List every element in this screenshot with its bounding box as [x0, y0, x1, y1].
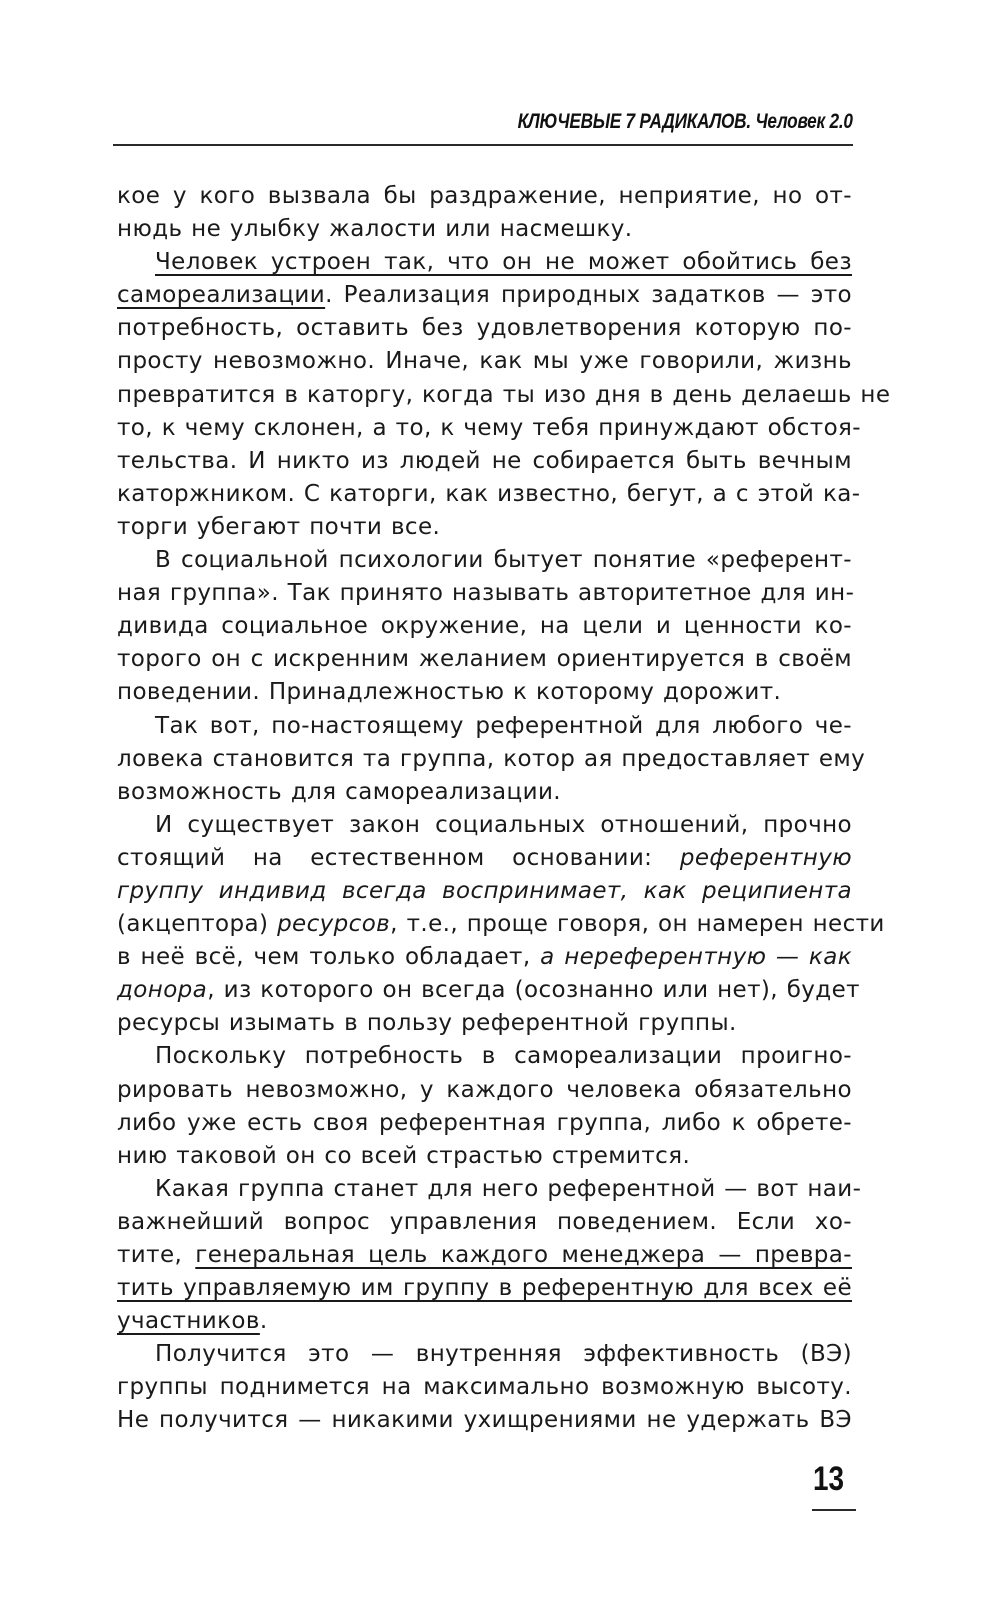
page-number-rule — [812, 1509, 856, 1511]
body-text — [117, 180, 891, 1438]
text-segment: то, к чему склонен, а то, к чему тебя принуждают обстоя- — [117, 414, 861, 441]
text-line — [117, 445, 852, 478]
text-line — [117, 676, 852, 709]
text-line — [117, 279, 852, 312]
text-segment: кое у кого вызвала бы раздражение, неприятие, но от- — [117, 183, 852, 209]
text-line — [117, 1007, 852, 1040]
text-line — [117, 1140, 852, 1173]
page-number: 13 — [813, 1460, 845, 1498]
running-header — [113, 104, 853, 146]
text-segment: нию таковой он со всей страстью стремится. — [117, 1142, 691, 1169]
text-segment: . Реализация природных задатков — это — [325, 282, 852, 309]
text-line — [117, 776, 852, 809]
text-line — [117, 710, 852, 743]
text-segment: поведении. Принадлежностью к которому дорожит. — [117, 679, 782, 706]
text-segment: торги убегают почти все. — [117, 513, 441, 540]
text-line — [117, 412, 861, 445]
text-segment: , из которого он всегда (осознанно или нет), будет — [207, 977, 860, 1004]
text-segment: (акцептора) — [117, 911, 278, 938]
text-line — [117, 478, 861, 511]
text-segment: стоящий на естественном основании: — [117, 844, 680, 871]
text-line — [117, 875, 852, 908]
text-line — [117, 941, 852, 974]
text-line — [117, 809, 852, 842]
text-line — [117, 1040, 852, 1073]
text-line — [117, 1272, 852, 1305]
text-line — [117, 511, 852, 544]
text-segment: просту невозможно. Иначе, как мы уже говорили, жизнь — [117, 348, 852, 375]
italic-text: ресурсов — [277, 911, 391, 938]
text-line — [117, 1404, 852, 1437]
text-segment: рировать невозможно, у каждого человека обязательно — [117, 1076, 852, 1103]
text-segment: группы поднимется на максимально возможную высоту. — [117, 1374, 852, 1401]
text-line — [117, 379, 891, 412]
text-segment: либо уже есть своя референтная группа, либо к обрете- — [117, 1109, 852, 1136]
text-line — [117, 1074, 852, 1107]
text-segment: , т.е., проще говоря, он намерен нести — [390, 911, 885, 938]
text-line — [117, 1173, 862, 1206]
text-line — [117, 312, 852, 345]
italic-text: группу индивид всегда воспринимает, как реципиента — [117, 877, 852, 904]
text-line — [117, 908, 885, 941]
text-segment: превратится в каторгу, когда ты изо дня в день делаешь не — [117, 381, 891, 408]
text-segment: нюдь не улыбку жалости или насмешку. — [117, 216, 633, 243]
text-line — [117, 1305, 852, 1338]
underlined-text: тить управляемую им группу в референтную для всех её — [117, 1275, 852, 1302]
italic-text: а нереферентную — как — [540, 944, 852, 971]
text-line — [117, 577, 855, 610]
text-line — [117, 643, 852, 676]
underlined-text: Человек устроен так, что он не может обойтись без — [155, 249, 852, 276]
text-segment: дивида социальное окружение, на цели и ценности ко- — [117, 613, 852, 640]
text-line — [117, 213, 852, 246]
text-segment: Какая группа станет для него референтной — вот наи- — [155, 1175, 862, 1202]
text-line — [117, 246, 852, 279]
text-line — [117, 610, 852, 643]
text-segment: Получится это — внутренняя эффективность (ВЭ) — [155, 1341, 852, 1368]
text-line — [117, 1239, 852, 1272]
text-segment: В социальной психологии бытует понятие «референт- — [155, 547, 852, 574]
text-segment: ловека становится та группа, котор ая предоставляет ему — [117, 745, 866, 772]
text-line — [117, 1338, 852, 1371]
running-header-title: КЛЮЧЕВЫЕ 7 РАДИКАЛОВ. Человек 2.0 — [517, 110, 853, 133]
text-line — [117, 1107, 852, 1140]
text-segment: . — [259, 1308, 268, 1335]
text-segment: возможность для самореализации. — [117, 778, 562, 805]
italic-text: донора — [117, 977, 208, 1004]
text-line — [117, 180, 852, 213]
text-line — [117, 842, 852, 875]
text-line — [117, 1371, 852, 1404]
underlined-text: самореализации — [117, 282, 326, 309]
text-segment: тите, — [117, 1242, 196, 1268]
text-line — [117, 345, 852, 378]
text-segment: Так вот, по-настоящему референтной для любого че- — [155, 712, 852, 739]
underlined-text: участников — [117, 1308, 260, 1335]
text-line — [117, 544, 852, 577]
text-segment: И существует закон социальных отношений, прочно — [155, 811, 852, 838]
text-segment: важнейший вопрос управления поведением. Если хо- — [117, 1208, 852, 1235]
text-segment: каторжником. С каторги, как известно, бегут, а с этой ка- — [117, 480, 861, 507]
text-segment: Не получится — никакими ухищрениями не удержать ВЭ — [117, 1407, 852, 1434]
text-segment: тельства. И никто из людей не собирается быть вечным — [117, 447, 852, 474]
text-line — [117, 1206, 852, 1239]
text-segment: в неё всё, чем только обладает, — [117, 944, 541, 971]
text-segment: Поскольку потребность в самореализации проигно- — [155, 1043, 852, 1070]
text-segment: ная группа». Так принято называть авторитетное для ин- — [117, 580, 855, 607]
text-segment: потребность, оставить без удовлетворения которую по- — [117, 315, 852, 342]
text-line — [117, 974, 860, 1007]
italic-text: референтную — [679, 844, 852, 871]
text-line — [117, 743, 866, 776]
underlined-text: генеральная цель каждого менеджера — превра- — [195, 1242, 852, 1268]
text-segment: торого он с искренним желанием ориентируется в своём — [117, 646, 852, 673]
text-segment: ресурсы изымать в пользу референтной группы. — [117, 1010, 737, 1037]
